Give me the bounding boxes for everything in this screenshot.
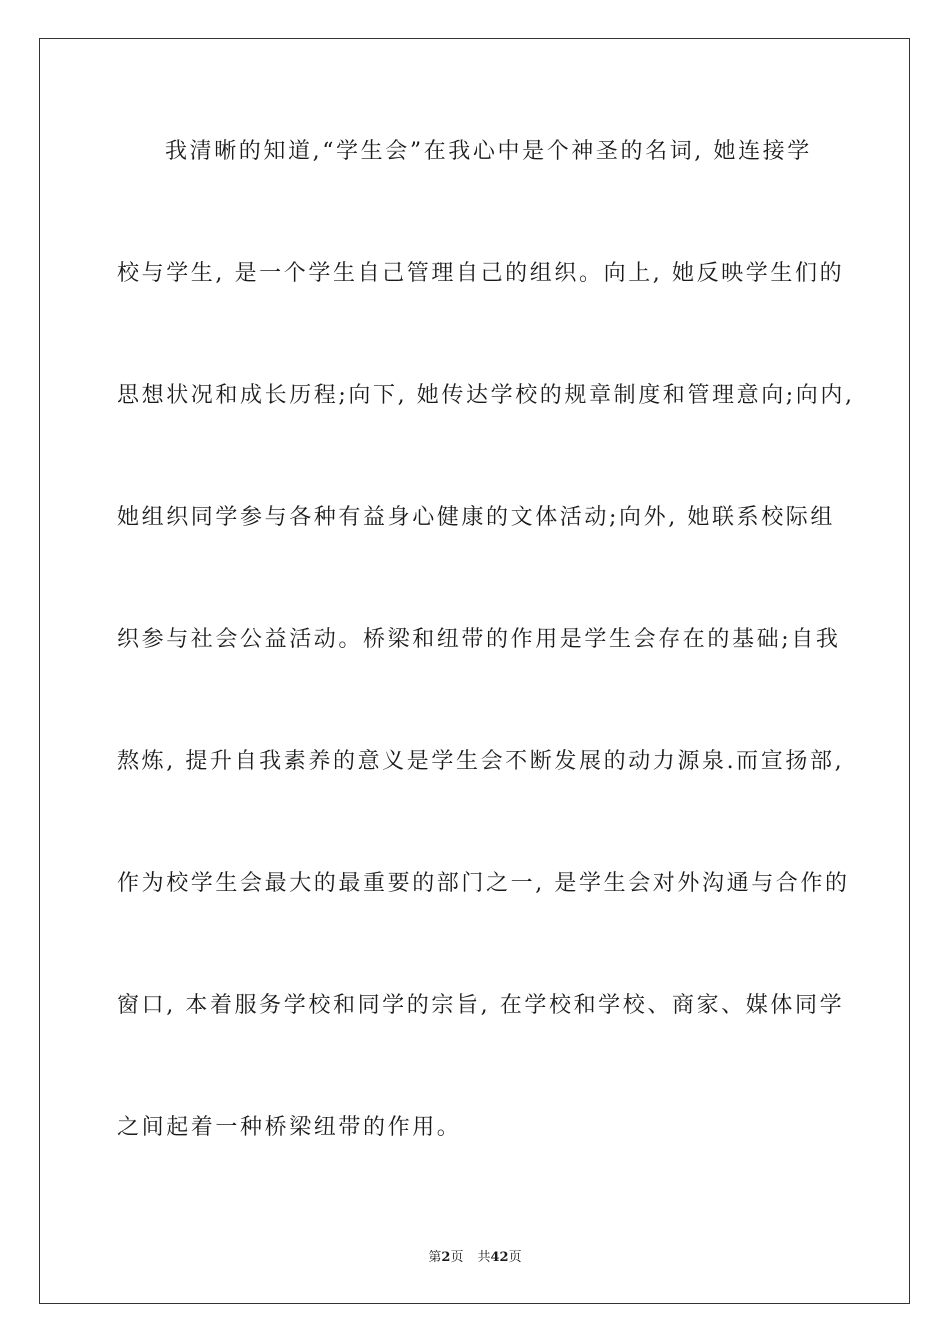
paragraph-line: 我清晰的知道,“学生会”在我心中是个神圣的名词, 她连接学: [165, 139, 812, 164]
paragraph-line: 之间起着一种桥梁纽带的作用。: [117, 1115, 462, 1140]
paragraph-line: 织参与社会公益活动。桥梁和纽带的作用是学生会存在的基础;自我: [117, 627, 841, 652]
page-prefix: 第: [428, 1250, 442, 1265]
paragraph-line: 窗口, 本着服务学校和同学的宗旨, 在学校和学校、商家、媒体同学: [117, 993, 845, 1018]
page-number: 2: [441, 1250, 451, 1265]
paragraph-line: 作为校学生会最大的最重要的部门之一, 是学生会对外沟通与合作的: [117, 871, 850, 896]
paragraph-line: 她组织同学参与各种有益身心健康的文体活动;向外, 她联系校际组: [117, 505, 836, 530]
page-footer: [0, 1246, 950, 1265]
total-pages: 42: [490, 1250, 509, 1265]
total-suffix: 页: [508, 1250, 522, 1265]
paragraph-line: 校与学生, 是一个学生自己管理自己的组织。向上, 她反映学生们的: [117, 261, 845, 286]
paragraph-line: 思想状况和成长历程;向下, 她传达学校的规章制度和管理意向;向内,: [117, 383, 855, 408]
page-suffix: 页: [450, 1250, 464, 1265]
total-prefix: 共: [477, 1250, 491, 1265]
paragraph-line: 熬炼, 提升自我素养的意义是学生会不断发展的动力源泉.而宣扬部,: [117, 749, 845, 774]
document-body: [117, 122, 857, 1220]
